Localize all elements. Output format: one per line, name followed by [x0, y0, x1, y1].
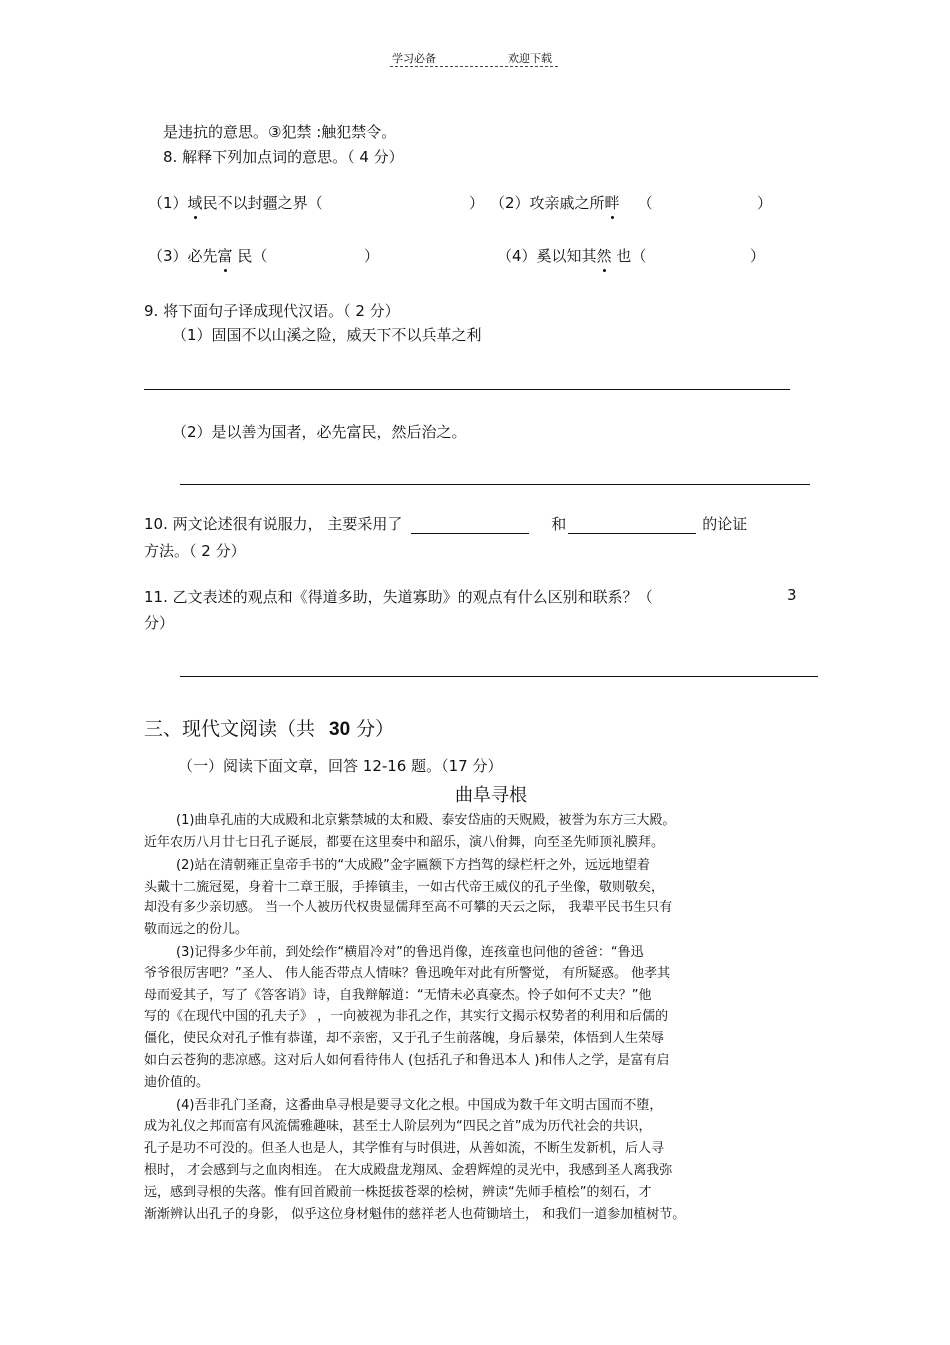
- q10-blank-1[interactable]: [411, 519, 529, 534]
- q8-item-1-close: ）: [469, 194, 485, 212]
- q9-sentence-2: （2）是以善为国者，必先富民，然后治之。: [172, 423, 467, 441]
- q8-item-1-dotted: 域: [187, 194, 203, 212]
- q11-answer-line[interactable]: [180, 676, 818, 677]
- q8-item-1: （1）域民不以封疆之界（: [148, 194, 323, 212]
- q8-stem: 8. 解释下列加点词的意思。（ 4 分）: [163, 148, 404, 166]
- q8-item-4-close: ）: [750, 247, 766, 265]
- q9-answer-line-2[interactable]: [180, 484, 810, 485]
- article-line: 如白云苍狗的悲凉感。这对后人如何看待伟人 (包括孔子和鲁迅本人 )和伟人之学，是富有启: [144, 1053, 670, 1068]
- article-line: (1)曲阜孔庙的大成殿和北京紫禁城的太和殿、泰安岱庙的天贶殿，被誉为东方三大殿。: [176, 813, 676, 828]
- article-line: 渐渐辨认出孔子的身影， 似乎这位身材魁伟的慈祥老人也荷锄培土， 和我们一道参加植树节。: [144, 1207, 686, 1222]
- continuation-line: 是违抗的意思。③犯禁 :触犯禁令。: [163, 123, 397, 141]
- q10-line2: 方法。（ 2 分）: [144, 542, 246, 560]
- q8-item-4-dotted: 然: [596, 247, 612, 265]
- article-line: (3)记得多少年前，到处绘作“横眉冷对”的鲁迅肖像，连孩童也问他的爸爸：“鲁迅: [176, 945, 644, 960]
- article-line: 敬而远之的份儿。: [144, 922, 249, 937]
- header-right: 欢迎下载: [508, 52, 552, 65]
- q8-item-3-dotted: 富: [217, 247, 233, 265]
- article-line: 母而爱其子，写了《答客诮》诗，自我辩解道：“无情未必真豪杰。怜子如何不丈夫？”他: [144, 988, 652, 1003]
- q11-line1: 11. 乙文表述的观点和《得道多助，失道寡助》的观点有什么区别和联系？（: [144, 588, 653, 606]
- section-3-heading: 三、现代文阅读（共 30 分）: [144, 718, 395, 740]
- q11-line2: 分）: [144, 614, 175, 632]
- header-divider: [390, 66, 558, 67]
- q8-item-3-close: ）: [364, 247, 380, 265]
- q9-stem: 9. 将下面句子译成现代汉语。（ 2 分）: [144, 302, 400, 320]
- article-line: 远，感到寻根的失落。惟有回首殿前一株挺拔苍翠的桧树，辨读“先师手植桧”的刻石，才: [144, 1185, 652, 1200]
- article-title: 曲阜寻根: [455, 785, 527, 806]
- header-left: 学习必备: [392, 52, 436, 65]
- q8-item-4: （4）奚以知其然 也（: [497, 247, 647, 265]
- subsection-1-heading: （一）阅读下面文章，回答 12-16 题。（17 分）: [178, 757, 503, 775]
- article-line: 成为礼仪之邦而富有风流儒雅趣味，甚至士人阶层列为“四民之首”成为历代社会的共识，: [144, 1119, 652, 1134]
- q8-item-3: （3）必先富 民（: [148, 247, 268, 265]
- article-line: 却没有多少亲切感。 当一个人被历代权贵显儒拜至高不可攀的天云之际， 我辈平民书生只有: [144, 900, 673, 915]
- q8-item-2: （2）攻亲戚之所畔 （: [490, 194, 653, 212]
- q8-item-2-close: ）: [757, 194, 773, 212]
- article-line: 僵化，使民众对孔子惟有恭谨，却不亲密，又于孔子生前落魄，身后暴荣，体悟到人生荣辱: [144, 1031, 665, 1046]
- q10-blank-2[interactable]: [568, 519, 696, 534]
- q9-sentence-1: （1）固国不以山溪之险，威天下不以兵革之利: [172, 326, 482, 344]
- q8-item-2-dotted: 畔: [604, 194, 620, 212]
- q9-answer-line-1[interactable]: [144, 389, 790, 390]
- article-line: 爷爷很厉害吧？”圣人、 伟人能否带点人情味？鲁迅晚年对此有所警觉， 有所疑惑。 他孝其: [144, 966, 671, 981]
- article-line: (2)站在清朝雍正皇帝手书的“大成殿”金字匾额下方挡驾的绿栏杆之外，远远地望着: [176, 858, 650, 873]
- q11-score: 3: [787, 586, 797, 604]
- article-line: 迪价值的。: [144, 1075, 210, 1090]
- article-line: (4)吾非孔门圣裔，这番曲阜寻根是要寻文化之根。中国成为数千年文明古国而不堕，: [176, 1098, 663, 1113]
- article-line: 头戴十二旒冠冕，身着十二章王服，手捧镇圭，一如古代帝王威仪的孔子坐像，敬则敬矣，: [144, 880, 665, 895]
- article-line: 孔子是功不可没的。但圣人也是人，其学惟有与时俱进，从善如流，不断生发新机，后人寻: [144, 1141, 665, 1156]
- article-line: 根时， 才会感到与之血肉相连。 在大成殿盘龙翔凤、金碧辉煌的灵光中，我感到圣人离我弥: [144, 1163, 673, 1178]
- article-line: 写的《在现代中国的孔夫子》 ，一向被视为非孔之作，其实行文揭示权势者的利用和后儒的: [144, 1009, 669, 1024]
- article-line: 近年农历八月廿七日孔子诞辰，都要在这里奏中和韶乐，演八佾舞，向至圣先师顶礼膜拜。: [144, 835, 665, 850]
- q10-text: 10. 两文论述很有说服力， 主要采用了 和 的论证: [144, 515, 748, 533]
